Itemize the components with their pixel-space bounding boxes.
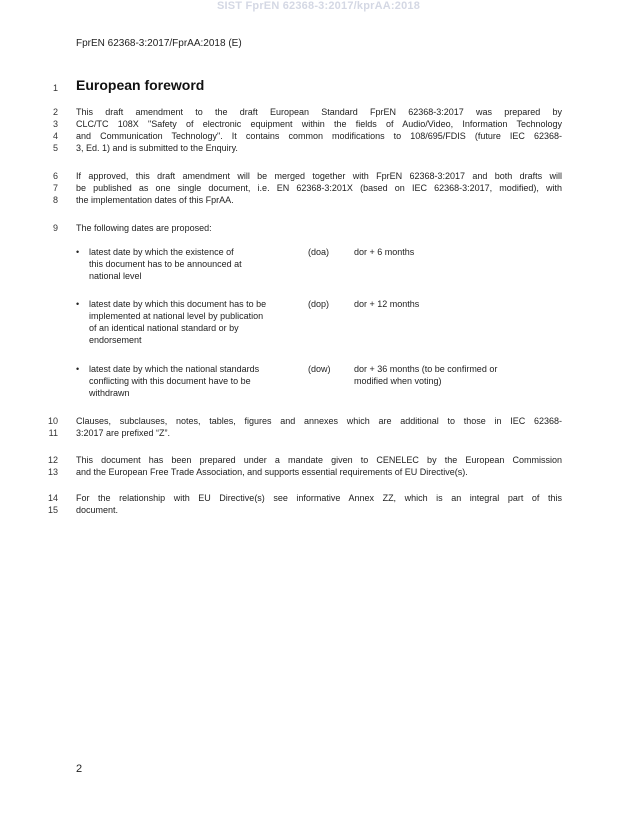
text-line: latest date by which the national standards <box>89 364 260 374</box>
line-number: 8 <box>52 195 58 205</box>
bullet: • <box>76 299 80 309</box>
text-line: modified when voting) <box>354 376 442 386</box>
text-line: dor + 6 months <box>354 247 415 257</box>
line-number: 4 <box>52 131 58 141</box>
date-value <box>354 363 554 387</box>
line-number: 1 <box>52 83 58 93</box>
paragraph-approval <box>76 170 562 206</box>
page-title: European foreword <box>76 77 205 93</box>
text-line: implemented at national level by publication <box>89 311 264 321</box>
text-line: conflicting with this document have to be <box>89 376 251 386</box>
date-description <box>89 363 299 399</box>
line-number: 6 <box>52 171 58 181</box>
text-line: the implementation dates of this FprAA. <box>76 195 234 205</box>
text-line: of an identical national standard or by <box>89 323 239 333</box>
line-numbers <box>34 222 58 234</box>
text-line: dor + 36 months (to be confirmed or <box>354 364 498 374</box>
text-line: and the European Free Trade Association, and supports essential requirements of EU Directive(s). <box>76 467 468 477</box>
date-description <box>89 246 299 282</box>
line-number: 15 <box>47 505 58 515</box>
line-number: 7 <box>52 183 58 193</box>
date-code: (dop) <box>308 299 330 309</box>
text-line: The following dates are proposed: <box>76 223 212 233</box>
text-line: Clauses, subclauses, notes, tables, figures and annexes which are additional to those in IEC 62368- <box>76 416 562 426</box>
paragraph-dates-intro <box>76 222 562 234</box>
text-line: CLC/TC 108X "Safety of electronic equipment within the fields of Audio/Video, Information Technology <box>76 119 562 129</box>
line-number: 10 <box>47 416 58 426</box>
page-number: 2 <box>76 763 83 775</box>
line-number: 11 <box>48 428 58 438</box>
line-numbers <box>34 415 58 439</box>
line-number: 3 <box>52 119 58 129</box>
date-code: (doa) <box>308 247 330 257</box>
text-line: national level <box>89 271 142 281</box>
text-line: and Communication Technology". It contains common modifications to 108/695/FDIS (future IEC 62368- <box>76 131 562 141</box>
text-line: this document has to be announced at <box>89 259 242 269</box>
text-line: This draft amendment to the draft European Standard FprEN 62368-3:2017 was prepared by <box>76 107 562 117</box>
date-description <box>89 298 299 346</box>
bullet: • <box>76 364 80 374</box>
watermark: SIST FprEN 62368-3:2017/kprAA:2018 <box>216 0 421 12</box>
text-line: This document has been prepared under a mandate given to CENELEC by the European Commission <box>76 455 562 465</box>
paragraph-mandate <box>76 454 562 478</box>
bullet: • <box>76 247 80 257</box>
line-number: 12 <box>47 455 58 465</box>
text-line: document. <box>76 505 119 515</box>
text-line: 3:2017 are prefixed “Z”. <box>76 428 171 438</box>
text-line: latest date by which this document has to be <box>89 299 267 309</box>
date-value <box>354 246 554 258</box>
date-code: (dow) <box>308 364 331 374</box>
text-line: be published as one single document, i.e. EN 62368-3:201X (based on IEC 62368-3:2017, modified), with <box>76 183 562 193</box>
document-header: FprEN 62368-3:2017/FprAA:2018 (E) <box>76 38 242 49</box>
text-line: withdrawn <box>89 388 130 398</box>
text-line: endorsement <box>89 335 142 345</box>
paragraph-clauses <box>76 415 562 439</box>
line-numbers <box>34 492 58 516</box>
text-line: latest date by which the existence of <box>89 247 234 257</box>
paragraph-relationship <box>76 492 562 516</box>
text-line: 3, Ed. 1) and is submitted to the Enquiry. <box>76 143 238 153</box>
text-line: If approved, this draft amendment will be merged together with FprEN 62368-3:2017 and both drafts will <box>76 171 562 181</box>
line-number: 5 <box>52 143 58 153</box>
paragraph-intro <box>76 106 562 154</box>
line-number: 14 <box>47 493 58 503</box>
date-value <box>354 298 554 310</box>
line-numbers <box>34 454 58 478</box>
line-number: 13 <box>47 467 58 477</box>
text-line: dor + 12 months <box>354 299 420 309</box>
line-number: 2 <box>52 107 58 117</box>
line-numbers <box>34 170 58 206</box>
text-line: For the relationship with EU Directive(s) see informative Annex ZZ, which is an integral part of this <box>76 493 562 503</box>
line-number: 9 <box>52 223 58 233</box>
line-numbers <box>34 106 58 154</box>
